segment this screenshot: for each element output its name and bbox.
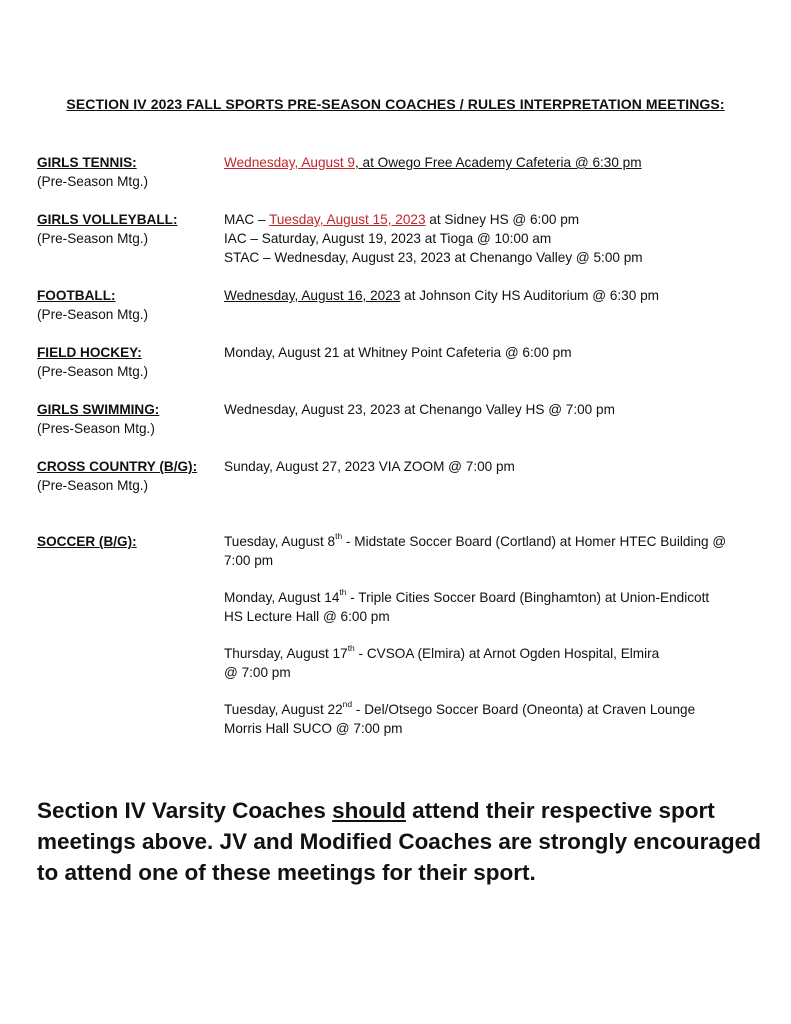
meeting-entry-midstate bbox=[224, 532, 764, 570]
sport-name: GIRLS VOLLEYBALL: bbox=[37, 212, 178, 227]
meeting-entry-triple-cities bbox=[224, 588, 764, 626]
meeting-date: Wednesday, August 16, 2023 bbox=[224, 288, 401, 303]
meeting-details bbox=[224, 286, 764, 305]
sport-name: FOOTBALL: bbox=[37, 288, 116, 303]
meeting-line-iac: IAC – Saturday, August 19, 2023 at Tioga @ 10:00 am bbox=[224, 231, 552, 246]
closing-text-2: attend their respective sport meetings above. JV and Modified Coaches are strongly encouraged to attend one of these meetings for their sport. bbox=[37, 798, 761, 885]
meeting-date: Tuesday, August 15, 2023 bbox=[269, 212, 426, 227]
meeting-line: Monday, August 21 at Whitney Point Cafeteria @ 6:00 pm bbox=[224, 345, 572, 360]
meeting-date: Tuesday, August 8 bbox=[224, 534, 336, 549]
sport-label bbox=[37, 400, 223, 438]
sport-subtitle: (Pres-Season Mtg.) bbox=[37, 421, 155, 436]
meeting-date: Thursday, August 17 bbox=[224, 646, 348, 661]
meeting-entry-del-otsego bbox=[224, 700, 764, 738]
meeting-line bbox=[224, 644, 764, 663]
meeting-location: at Sidney HS @ 6:00 pm bbox=[425, 212, 580, 227]
closing-text-1: Section IV Varsity Coaches bbox=[37, 798, 333, 823]
sport-label bbox=[37, 286, 223, 324]
sport-subtitle: (Pre-Season Mtg.) bbox=[37, 174, 149, 189]
sport-subtitle: (Pre-Season Mtg.) bbox=[37, 307, 149, 322]
closing-emphasis: should bbox=[332, 798, 406, 823]
meeting-line bbox=[224, 286, 764, 305]
meeting-date: Tuesday, August 22 bbox=[224, 702, 343, 717]
meeting-line: Sunday, August 27, 2023 VIA ZOOM @ 7:00 pm bbox=[224, 459, 515, 474]
closing-notice bbox=[37, 795, 767, 888]
date-suffix: nd bbox=[342, 699, 353, 710]
meeting-time: @ 7:00 pm bbox=[224, 665, 291, 680]
meeting-entry-cvsoa bbox=[224, 644, 764, 682]
meeting-details bbox=[224, 210, 764, 267]
meeting-date: Monday, August 14 bbox=[224, 590, 340, 605]
sport-name: GIRLS TENNIS: bbox=[37, 155, 137, 170]
meeting-location: - CVSOA (Elmira) at Arnot Ogden Hospital, Elmira bbox=[354, 646, 660, 661]
sport-name: CROSS COUNTRY (B/G): bbox=[37, 459, 198, 474]
date-suffix: th bbox=[339, 587, 347, 598]
meeting-line bbox=[224, 700, 764, 719]
meeting-details bbox=[224, 343, 764, 362]
meeting-time: 7:00 pm bbox=[224, 553, 274, 568]
page-title: SECTION IV 2023 FALL SPORTS PRE-SEASON COACHES / RULES INTERPRETATION MEETINGS: bbox=[66, 96, 725, 112]
meeting-details bbox=[224, 153, 764, 172]
meeting-location: at Johnson City HS Auditorium @ 6:30 pm bbox=[400, 288, 659, 303]
meeting-line-stac: STAC – Wednesday, August 23, 2023 at Chenango Valley @ 5:00 pm bbox=[224, 250, 643, 265]
meeting-line-mac bbox=[224, 210, 764, 229]
league-prefix: MAC – bbox=[224, 212, 270, 227]
meeting-location: , at Owego Free Academy Cafeteria @ 6:30 pm bbox=[355, 155, 642, 170]
meeting-line bbox=[224, 532, 764, 551]
sport-name: SOCCER (B/G): bbox=[37, 534, 137, 549]
meeting-location: - Triple Cities Soccer Board (Binghamton) at Union-Endicott bbox=[346, 590, 710, 605]
date-suffix: th bbox=[335, 531, 343, 542]
meeting-location: - Del/Otsego Soccer Board (Oneonta) at Craven Lounge bbox=[352, 702, 696, 717]
meeting-time: HS Lecture Hall @ 6:00 pm bbox=[224, 609, 390, 624]
meeting-details bbox=[224, 532, 764, 756]
sport-subtitle: (Pre-Season Mtg.) bbox=[37, 478, 149, 493]
sport-label bbox=[37, 457, 223, 495]
meeting-date: Wednesday, August 9 bbox=[224, 155, 355, 170]
sport-label bbox=[37, 210, 223, 248]
sport-name: GIRLS SWIMMING: bbox=[37, 402, 160, 417]
meeting-line bbox=[224, 588, 764, 607]
sport-name: FIELD HOCKEY: bbox=[37, 345, 142, 360]
meeting-details bbox=[224, 457, 764, 476]
meeting-details bbox=[224, 400, 764, 419]
meeting-location: - Midstate Soccer Board (Cortland) at Homer HTEC Building @ bbox=[342, 534, 727, 549]
sport-label bbox=[37, 532, 223, 551]
meeting-line: Wednesday, August 23, 2023 at Chenango Valley HS @ 7:00 pm bbox=[224, 402, 615, 417]
sport-subtitle: (Pre-Season Mtg.) bbox=[37, 364, 149, 379]
sport-label bbox=[37, 343, 223, 381]
meeting-time: Morris Hall SUCO @ 7:00 pm bbox=[224, 721, 403, 736]
sport-label bbox=[37, 153, 223, 191]
sport-subtitle: (Pre-Season Mtg.) bbox=[37, 231, 149, 246]
meeting-line bbox=[224, 153, 764, 172]
date-suffix: th bbox=[347, 643, 355, 654]
